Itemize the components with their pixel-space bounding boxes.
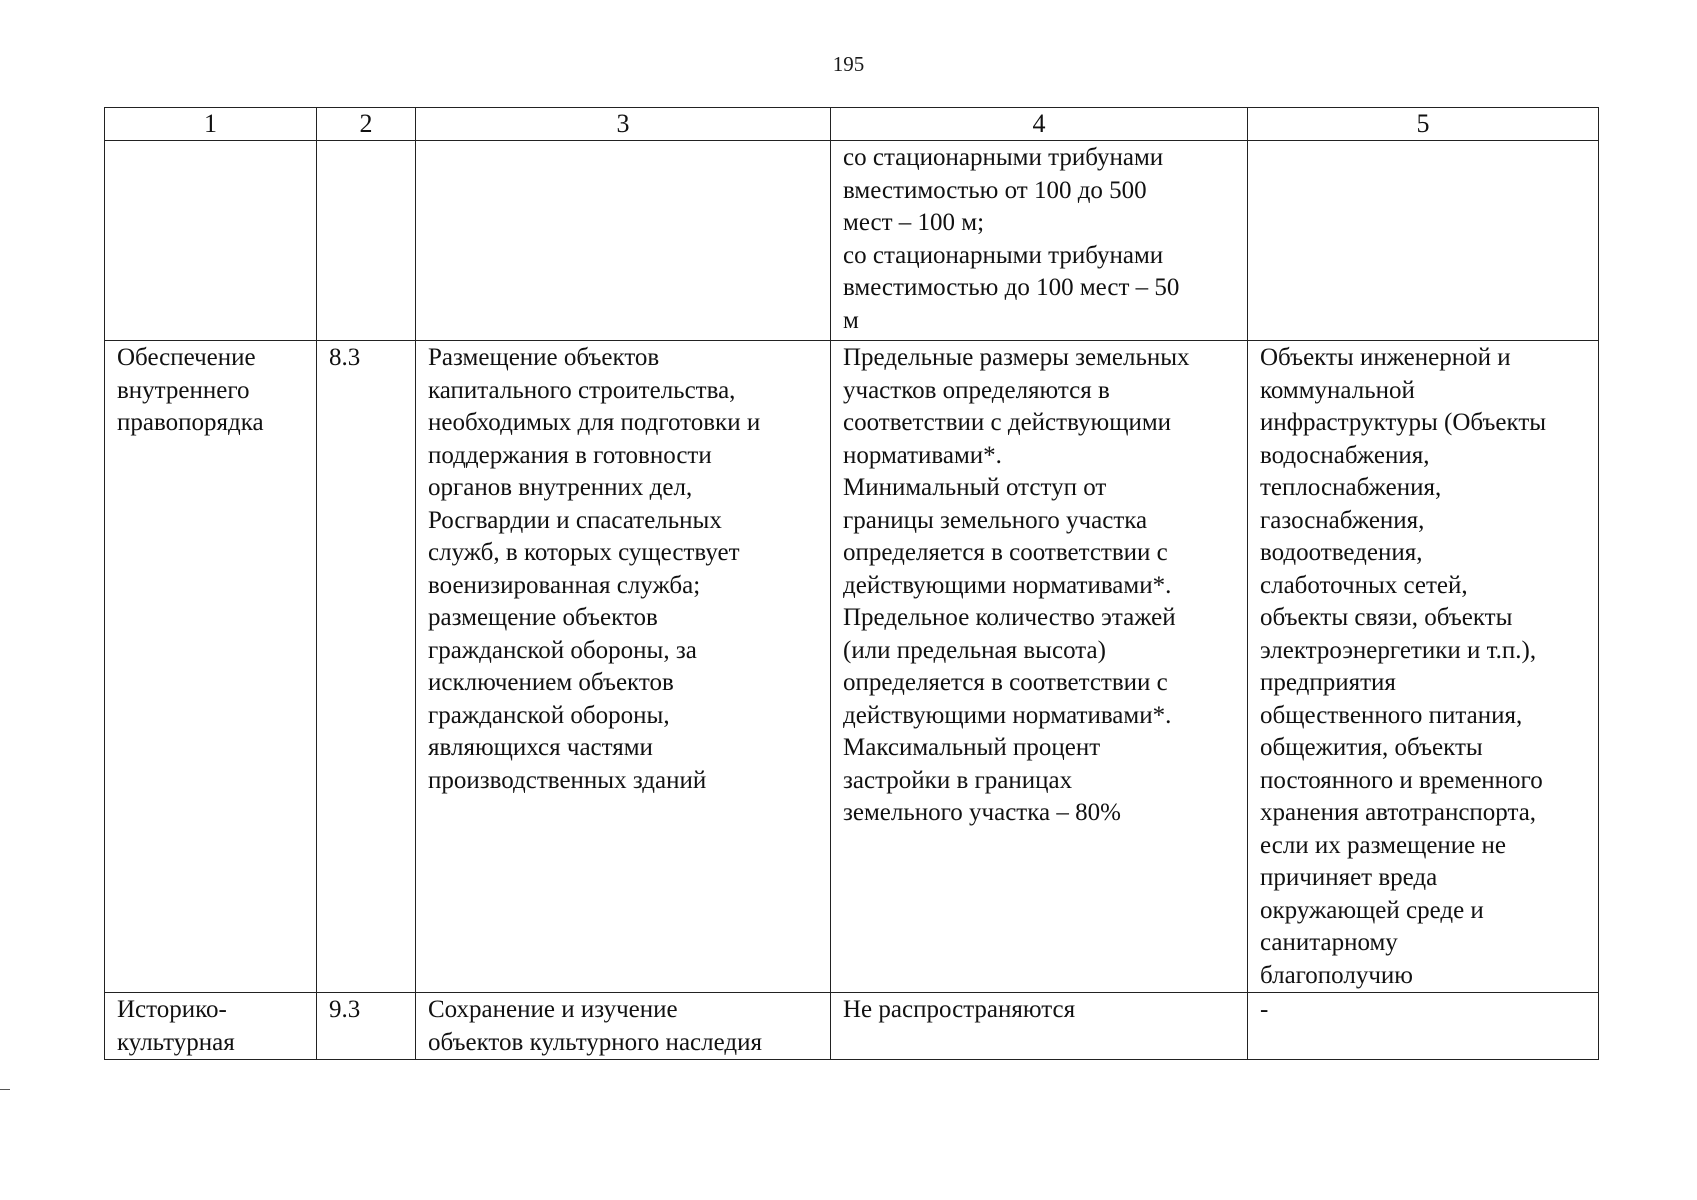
cell-description (416, 141, 831, 341)
table-row (105, 993, 1599, 1060)
cell-description: Размещение объектов капитального строительства, необходимых для подготовки и поддержания в готовности органов внутренних дел, Росгвардии и спасательных служб, в которых существует военизированная служба; размещение объектов гражданской обороны, за исключением объектов гражданской обороны, являющихся частями производственных зданий (416, 341, 831, 993)
table-row (105, 141, 1599, 341)
page-number: 195 (832, 52, 865, 76)
cell-description: Сохранение и изучение объектов культурного наследия (416, 993, 831, 1060)
header-col-2: 2 (317, 108, 416, 141)
cell-parameters: со стационарными трибунами вместимостью от 100 до 500 мест – 100 м; со стационарными трибунами вместимостью до 100 мест – 50 м (831, 141, 1248, 341)
table-row (105, 341, 1599, 993)
header-col-4: 4 (831, 108, 1248, 141)
cell-use-name: Обеспечение внутреннего правопорядка (105, 341, 317, 993)
cell-parameters: Не распространяются (831, 993, 1248, 1060)
cell-code: 9.3 (317, 993, 416, 1060)
cell-use-name: Историко- культурная (105, 993, 317, 1060)
header-col-5: 5 (1248, 108, 1599, 141)
header-col-3: 3 (416, 108, 831, 141)
cell-auxiliary-uses (1248, 141, 1599, 341)
margin-mark (0, 1089, 10, 1090)
cell-auxiliary-uses: Объекты инженерной и коммунальной инфраструктуры (Объекты водоснабжения, теплоснабжения, газоснабжения, водоотведения, слаботочных сетей, объекты связи, объекты электроэнергетики и т.п.), предприятия общественного питания, общежития, объекты постоянного и временного хранения автотранспорта, если их размещение не причиняет вреда окружающей среде и санитарному благополучию (1248, 341, 1599, 993)
cell-code: 8.3 (317, 341, 416, 993)
cell-auxiliary-uses: - (1248, 993, 1599, 1060)
cell-code (317, 141, 416, 341)
header-col-1: 1 (105, 108, 317, 141)
table-header-row (105, 108, 1599, 141)
cell-parameters: Предельные размеры земельных участков определяются в соответствии с действующими нормативами*. Минимальный отступ от границы земельного участка определяется в соответствии с действующими нормативами*. Предельное количество этажей (или предельная высота) определяется в соответствии с действующими нормативами*. Максимальный процент застройки в границах земельного участка – 80% (831, 341, 1248, 993)
cell-use-name (105, 141, 317, 341)
zoning-table (104, 107, 1599, 1060)
